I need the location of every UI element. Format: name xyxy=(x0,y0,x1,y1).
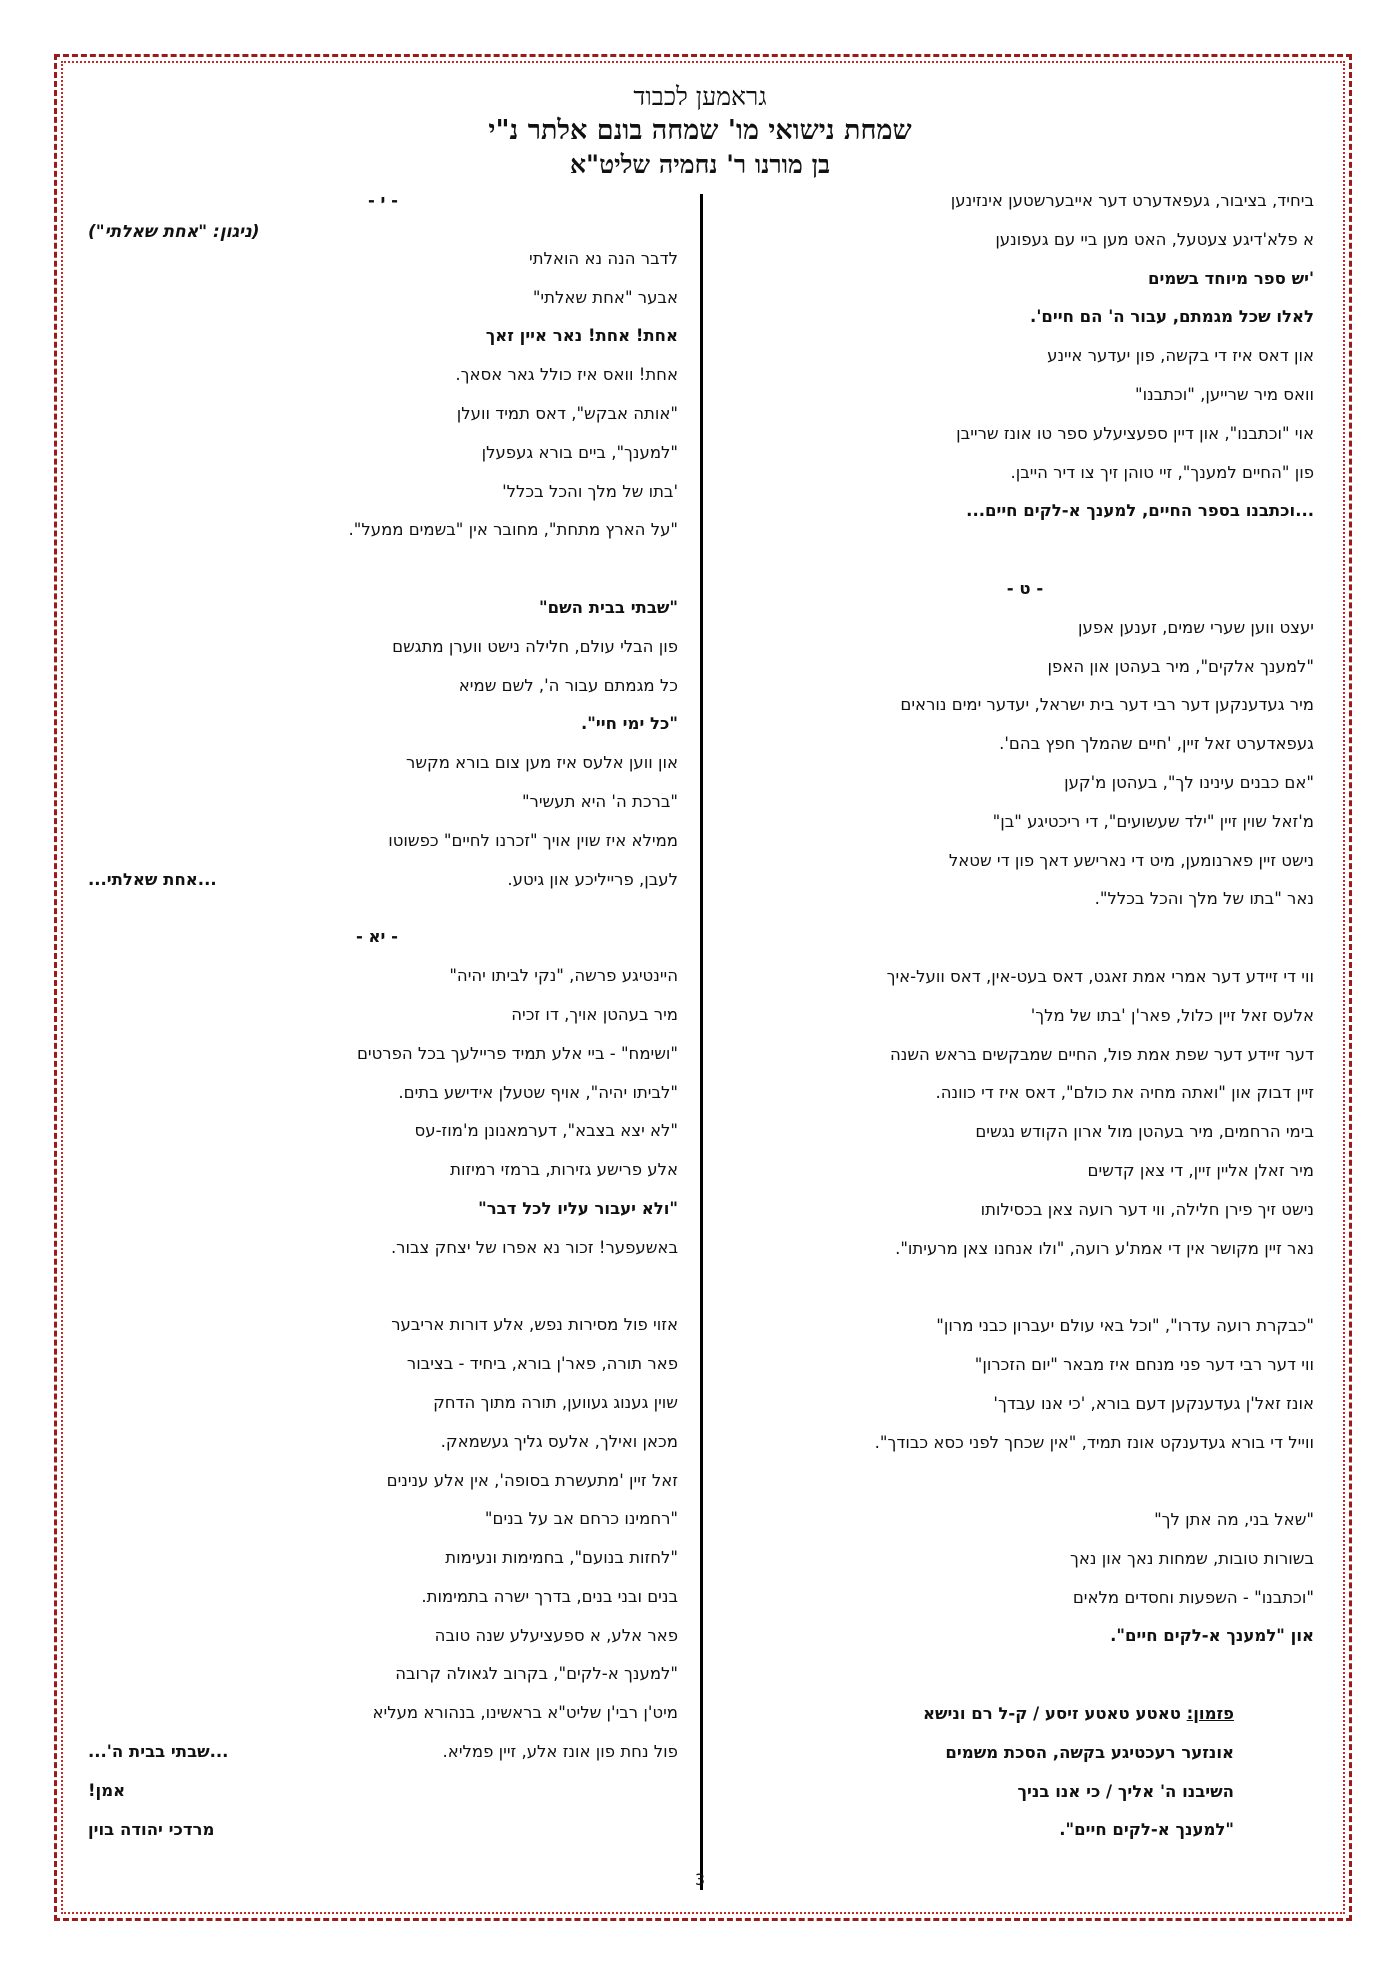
left-column xyxy=(88,182,678,1849)
verse-line: באשעפער! זכור נא אפרו של יצחק צבור. xyxy=(390,1237,678,1257)
verse-line: מיר בעהטן אויך, דו זכיה xyxy=(511,1004,678,1024)
stanza-heading-10: - י - xyxy=(367,191,398,210)
verse-line: אבער "אחת שאלתי" xyxy=(532,287,678,307)
refrain-label: פזמון: xyxy=(1186,1704,1234,1724)
verse-line: א פלא'דיגע צעטעל, האט מען ביי עם געפונען xyxy=(995,229,1314,249)
verse-line: נאר "בתו של מלך והכל בכלל". xyxy=(1094,889,1314,909)
verse-line: "שאל בני, מה אתן לך" xyxy=(1154,1510,1314,1530)
stanza-ending-1 xyxy=(88,861,678,900)
header-line-3: בן מורנו ר' נחמיה שליט"א xyxy=(570,150,830,179)
verse-line: אוי "וכתבנו", און דיין ספעציעלע ספר טו אונז שרייבן xyxy=(956,423,1314,443)
stanza-gap xyxy=(736,531,1314,570)
verse-line: ביחיד, בציבור, געפאדערט דער אייבערשטען אינזינען xyxy=(950,191,1314,210)
left-column-lines-2 xyxy=(88,957,678,1733)
verse-line: נאר זיין מקושר אין די אמת'ע רועה, "ולו אנחנו צאן מרעיתו". xyxy=(895,1238,1314,1258)
verse-line: 'בתו של מלך והכל בכלל' xyxy=(502,481,678,501)
verse-line: דער זיידע דער שפת אמת פול, החיים שמבקשים בראש השנה xyxy=(889,1044,1314,1064)
verse-line: ווי דער רבי דער פני מנחם איז מבאר "יום הזכרון" xyxy=(974,1354,1314,1374)
header-line-2: שמחת נישואי מו' שמחה בונם אלתר נ"י xyxy=(488,115,912,146)
stanza-gap xyxy=(736,1462,1314,1501)
verse-line: "כל ימי חיי". xyxy=(581,714,678,734)
verse-line: אונז זאל'ן געדענקען דעם בורא, 'כי אנו עבדך' xyxy=(993,1393,1314,1413)
verse-line: מיר זאלן אליין זיין, די צאן קדשים xyxy=(1087,1160,1314,1180)
ending-2-refrain: ...שבתי בבית ה'... xyxy=(88,1742,229,1762)
verse-line: מ'זאל שוין זיין "ילד שעשועים", די ריכטיגע "בן" xyxy=(992,811,1314,831)
verse-line: און "למענך א-לקים חיים". xyxy=(1110,1626,1314,1646)
verse-line: אזוי פול מסירות נפש, אלע דורות אריבער xyxy=(391,1315,678,1335)
verse-line: "ברכת ה' היא תעשיר" xyxy=(521,791,678,811)
stanza-gap xyxy=(88,1268,678,1307)
verse-line: געפאדערט זאל זיין, 'חיים שהמלך חפץ בהם'. xyxy=(999,734,1314,754)
page-number: 3 xyxy=(694,1870,706,1889)
verse-line: זיין דבוק און "ואתה מחיה את כולם", דאס איז די כוונה. xyxy=(935,1083,1314,1103)
verse-line: "כבקרת רועה עדרו", "וכל באי עולם יעברון כבני מרון" xyxy=(936,1316,1314,1336)
refrain-line: אונזער רעכטיגע בקשה, הסכת משמים xyxy=(945,1742,1234,1762)
verse-line: "לא יצא בצבא", דערמאנונן מ'מוז-עס xyxy=(414,1121,678,1141)
refrain-line: "למענך א-לקים חיים". xyxy=(1059,1820,1234,1840)
verse-line: נישט זיין פארנומען, מיט די נארישע דאך פון די שטאל xyxy=(948,850,1314,870)
verse-line: לאלו שכל מגמתם, עבור ה' הם חיים'. xyxy=(1030,307,1314,327)
stanza-gap xyxy=(736,1268,1314,1307)
verse-line: יעצט ווען שערי שמים, זענען אפען xyxy=(1078,617,1314,637)
verse-line: "למענך א-לקים", בקרוב לגאולה קרובה xyxy=(395,1664,678,1684)
verse-line: כל מגמתם עבור ה', לשם שמיא xyxy=(458,675,678,695)
stanza-gap xyxy=(88,550,678,589)
verse-line: "על הארץ מתחת", מחובר אין "בשמים ממעל". xyxy=(348,520,678,540)
verse-line: "ולא יעבור עליו לכל דבר" xyxy=(478,1198,678,1218)
verse-line: אלעס זאל זיין כלול, פאר'ן 'בתו של מלך' xyxy=(1030,1005,1314,1025)
spacer xyxy=(88,899,678,918)
ending-2-text: פול נחת פון אונז אלע, זיין פמליא. xyxy=(442,1742,678,1762)
verse-line: "למענך", ביים בורא געפעלן xyxy=(481,442,678,462)
verse-line: וואס מיר שרייען, "וכתבנו" xyxy=(1134,384,1314,404)
verse-line: "אם כבנים עינינו לך", בעהטן מ'קען xyxy=(1064,772,1314,792)
verse-line: און דאס איז די בקשה, פון יעדער איינע xyxy=(1047,346,1314,366)
verse-line: פון "החיים למענך", זיי טוהן זיך צו דיר הייבן. xyxy=(1010,462,1314,482)
ending-1-text: לעבן, פרייליכע און גיטע. xyxy=(507,869,678,889)
verse-line: היינטיגע פרשה, "נקי לביתו יהיה" xyxy=(449,966,678,986)
verse-line: מכאן ואילך, אלעס גליך געשמאק. xyxy=(440,1431,678,1451)
verse-line: בנים ובני בנים, בדרך ישרה בתמימות. xyxy=(421,1586,678,1606)
verse-line: פאר אלע, א ספעציעלע שנה טובה xyxy=(434,1625,678,1645)
refrain-lines xyxy=(736,1734,1314,1850)
stanza-ending-2 xyxy=(88,1733,678,1772)
verse-line: "וכתבנו" - השפעות וחסדים מלאים xyxy=(1072,1587,1314,1607)
verse-line: אחת! וואס איז כולל גאר אסאך. xyxy=(455,365,678,385)
verse-line: לדבר הנה נא הואלתי xyxy=(529,248,678,268)
verse-line: און ווען אלעס איז מען צום בורא מקשר xyxy=(406,753,678,773)
refrain-first-text: טאטע טאטע זיסע / ק-ל רם ונישא xyxy=(923,1704,1181,1724)
right-column xyxy=(736,182,1314,1850)
verse-line: 'יש ספר מיוחד בשמים xyxy=(1147,268,1314,288)
stanza-heading-11: - יא - xyxy=(355,927,398,947)
verse-line: "לחזות בנועם", בחמימות ונעימות xyxy=(445,1548,678,1568)
verse-line: אחת! אחת! נאר איין זאך xyxy=(485,326,678,346)
nigun-note: (ניגון: "אחת שאלתי") xyxy=(88,222,260,242)
left-column-lines-1 xyxy=(88,240,678,861)
verse-line: מיט'ן רבי'ן שליט"א בראשינו, בנהורא מעליא xyxy=(372,1703,678,1723)
amen: אמן! xyxy=(88,1780,126,1800)
header xyxy=(0,80,1400,181)
spacer xyxy=(88,221,678,240)
stanza-gap xyxy=(736,919,1314,958)
header-line-1: גראמען לכבוד xyxy=(633,82,767,111)
verse-line: שוין גענוג געווען, תורה מתוך הדחק xyxy=(433,1392,678,1412)
right-column-lines xyxy=(736,182,1314,1695)
verse-line: "ושימח" - ביי אלע תמיד פריילעך בכל הפרטים xyxy=(356,1043,678,1063)
verse-line: זאל זיין 'מתעשרת בסופה', אין אלע ענינים xyxy=(386,1470,678,1490)
refrain-first-line xyxy=(736,1695,1314,1734)
stanza-heading: - ט - xyxy=(1006,578,1044,598)
verse-line: "אותה אבקש", דאס תמיד וועלן xyxy=(456,403,678,423)
verse-line: "רחמינו כרחם אב על בנים" xyxy=(484,1509,678,1529)
verse-line: פאר תורה, פאר'ן בורא, ביחיד - בציבור xyxy=(406,1354,678,1374)
verse-line: בשורות טובות, שמחות נאך און נאך xyxy=(1070,1548,1314,1568)
refrain-line: השיבנו ה' אליך / כי אנו בניך xyxy=(1017,1781,1234,1801)
verse-line: אלע פרישע גזירות, ברמזי רמיזות xyxy=(450,1160,678,1180)
verse-line: ווייל די בורא געדענקט אונז תמיד, "אין שכחך לפני כסא כבודך". xyxy=(874,1432,1314,1452)
verse-line: נישט זיך פירן חלילה, ווי דער רועה צאן בכסילותו xyxy=(980,1199,1314,1219)
verse-line: פון הבלי עולם, חלילה נישט ווערן מתגשם xyxy=(392,636,678,656)
verse-line: בימי הרחמים, מיר בעהטן מול ארון הקודש נגשים xyxy=(975,1122,1314,1142)
verse-line: "שבתי בבית השם" xyxy=(539,597,678,617)
verse-line: "לביתו יהיה", אויף שטעלן אידישע בתים. xyxy=(398,1082,678,1102)
verse-line: ממילא איז שוין אויך "זכרנו לחיים" כפשוטו xyxy=(388,830,678,850)
ending-1-refrain: ...אחת שאלתי... xyxy=(88,869,217,889)
verse-line: מיר געדענקען דער רבי דער בית ישראל, יעדער ימים נוראים xyxy=(900,695,1314,715)
verse-line: ...וכתבנו בספר החיים, למענך א-לקים חיים... xyxy=(966,501,1314,521)
stanza-gap xyxy=(736,1656,1314,1695)
signature: מרדכי יהודה בוין xyxy=(88,1819,215,1839)
verse-line: "למענך אלקים", מיר בעהטן און האפן xyxy=(1047,656,1314,676)
verse-line: ווי די זיידע דער אמרי אמת זאגט, דאס בעט-אין, דאס וועל-איך xyxy=(886,966,1314,986)
column-divider xyxy=(700,194,703,1890)
